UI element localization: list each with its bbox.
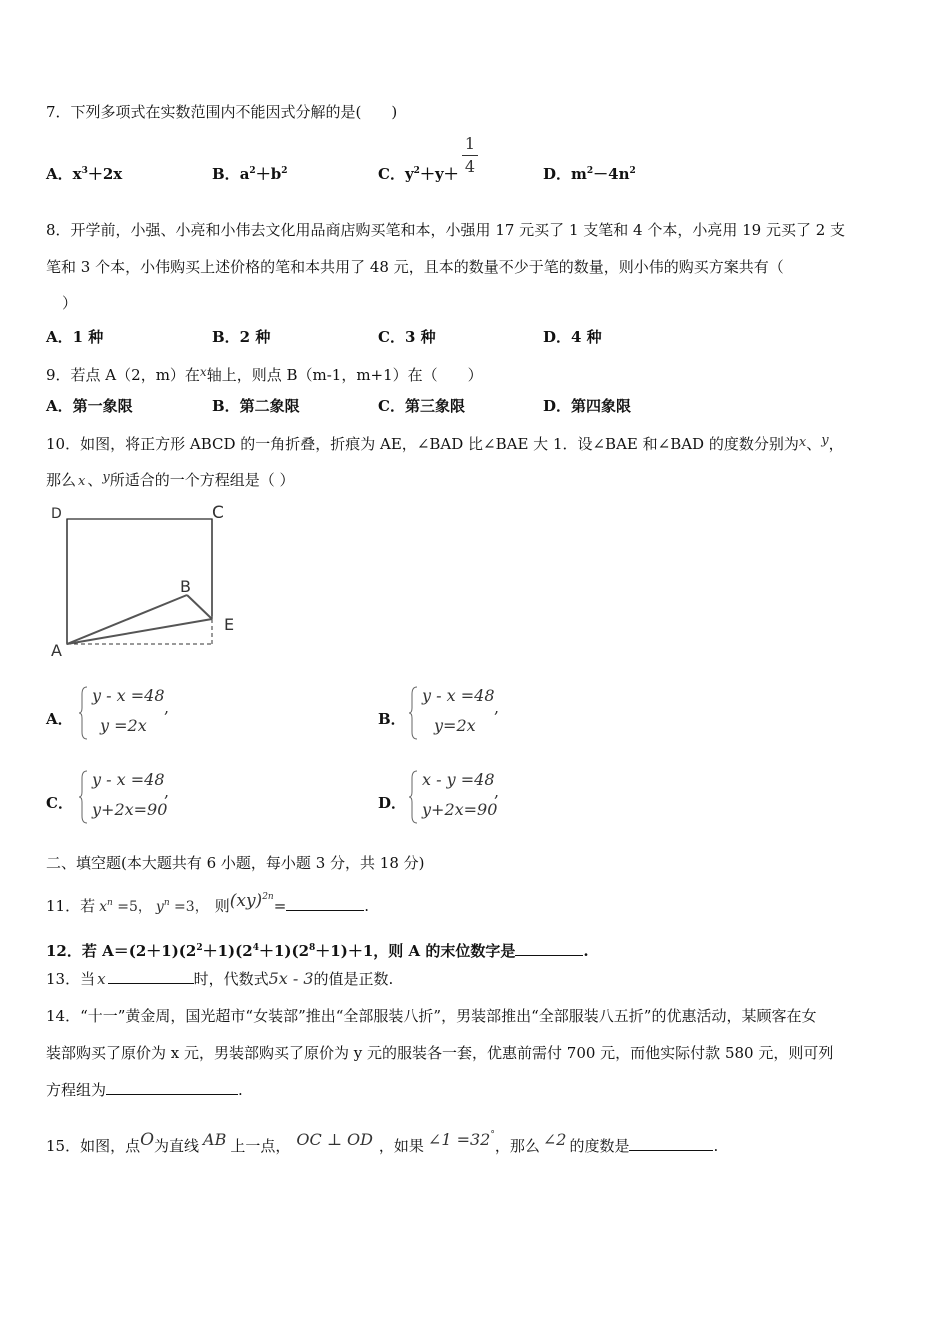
q14-answer-blank[interactable] bbox=[106, 1080, 238, 1095]
brace-icon bbox=[408, 770, 418, 824]
q10-option-c-label[interactable]: C． bbox=[46, 794, 73, 812]
brace-icon bbox=[78, 686, 88, 740]
q10-line-2: 那么 x 、y所适合的一个方程组是（ ） bbox=[46, 470, 295, 489]
q7-option-d[interactable]: D．$m^2-4n^2$ bbox=[543, 165, 636, 183]
q8-option-c[interactable]: C．3 种 bbox=[378, 328, 436, 346]
q7-option-a[interactable]: A．$x^3+2x$ bbox=[46, 165, 123, 183]
label-C: C bbox=[212, 503, 224, 523]
q8-line-3: ） bbox=[62, 294, 78, 312]
section-2-title: 二、填空题(本大题共有 6 小题，每小题 3 分，共 18 分) bbox=[46, 854, 425, 872]
q7-option-c-fraction: 1 4 bbox=[460, 134, 480, 177]
q10-line-1: 10．如图，将正方形 ABCD 的一角折叠，折痕为 AE，∠BAD 比∠BAE 大 1．设∠BAE 和∠BAD 的度数分别为x、y， bbox=[46, 433, 844, 453]
q8-line-2: 笔和 3 个本，小伟购买上述价格的笔和本共用了 48 元，且本的数量不少于笔的数量，则小伟的购买方案共有（ bbox=[46, 258, 784, 276]
q8-option-d[interactable]: D．4 种 bbox=[543, 328, 602, 346]
q7-option-b[interactable]: B．$a^2+b^2$ bbox=[212, 165, 288, 183]
brace-icon bbox=[408, 686, 418, 740]
q13: 13．当 x 时，代数式5x - 3的值是正数. bbox=[46, 969, 394, 988]
q10-option-c-system[interactable]: y - x =48 y+2x=90 , bbox=[78, 770, 178, 826]
q9-stem: 9．若点 A（2，m）在$^x$轴上，则点 B（m-1，m+1）在（ ） bbox=[46, 365, 483, 384]
q10-option-a-label[interactable]: A． bbox=[46, 710, 73, 728]
label-D: D bbox=[51, 506, 62, 522]
q15: 15．如图，点O为直线 AB 上一点， OC ⊥ OD ，如果 ∠1 =32°，那么 ∠2 的度数是 . bbox=[46, 1130, 719, 1155]
q11: 11．若 $x^n =5$， $y^n =3$， 则(xy)$^{2n}$= . bbox=[46, 891, 370, 915]
q10-option-a-system[interactable]: y - x =48 y =2x , bbox=[78, 686, 178, 742]
q8-option-b[interactable]: B．2 种 bbox=[212, 328, 271, 346]
option-label: A． bbox=[46, 165, 73, 183]
q14-line-1: 14．“十一”黄金周，国光超市“女装部”推出“全部服装八折”，男装部推出“全部服装八五折”的优惠活动，某顾客在女 bbox=[46, 1007, 817, 1025]
q15-answer-blank[interactable] bbox=[629, 1136, 713, 1151]
q8-option-a[interactable]: A．1 种 bbox=[46, 328, 104, 346]
q10-option-b-system[interactable]: y - x =48 y=2x , bbox=[408, 686, 508, 742]
q12-answer-blank[interactable] bbox=[515, 941, 583, 956]
q7-option-c[interactable]: C．$y^2+y+$ bbox=[378, 165, 459, 183]
q9-option-b[interactable]: B．第二象限 bbox=[212, 397, 300, 415]
q11-answer-blank[interactable] bbox=[286, 896, 364, 911]
fold-BE bbox=[187, 595, 212, 619]
q14-line-2: 装部购买了原价为 x 元，男装部购买了原价为 y 元的服装各一套，优惠前需付 700 元，而他实际付款 580 元，则可列 bbox=[46, 1044, 834, 1062]
q10-option-d-label[interactable]: D． bbox=[378, 794, 407, 812]
q9-option-a[interactable]: A．第一象限 bbox=[46, 397, 133, 415]
q9-option-d[interactable]: D．第四象限 bbox=[543, 397, 632, 415]
label-B: B bbox=[180, 577, 191, 596]
q10-option-b-label[interactable]: B． bbox=[378, 710, 406, 728]
label-E: E bbox=[224, 615, 235, 634]
q10-square-fold-figure bbox=[46, 500, 246, 660]
label-A: A bbox=[51, 641, 62, 660]
q14-line-3: 方程组为 . bbox=[46, 1081, 243, 1099]
q8-line-1: 8．开学前，小强、小亮和小伟去文化用品商店购买笔和本，小强用 17 元买了 1 支笔和 4 个本，小亮用 19 元买了 2 支 bbox=[46, 221, 846, 239]
q9-option-c[interactable]: C．第三象限 bbox=[378, 397, 465, 415]
q10-option-d-system[interactable]: x - y =48 y+2x=90 , bbox=[408, 770, 508, 826]
q13-answer-blank[interactable] bbox=[108, 969, 194, 984]
brace-icon bbox=[78, 770, 88, 824]
q7-stem: 7．下列多项式在实数范围内不能因式分解的是( ) bbox=[46, 103, 398, 121]
q12: 12．若 $A=(2+1)(2^2+1)(2^4+1)(2^8+1)+1$，则 A 的末位数字是 . bbox=[46, 942, 589, 960]
